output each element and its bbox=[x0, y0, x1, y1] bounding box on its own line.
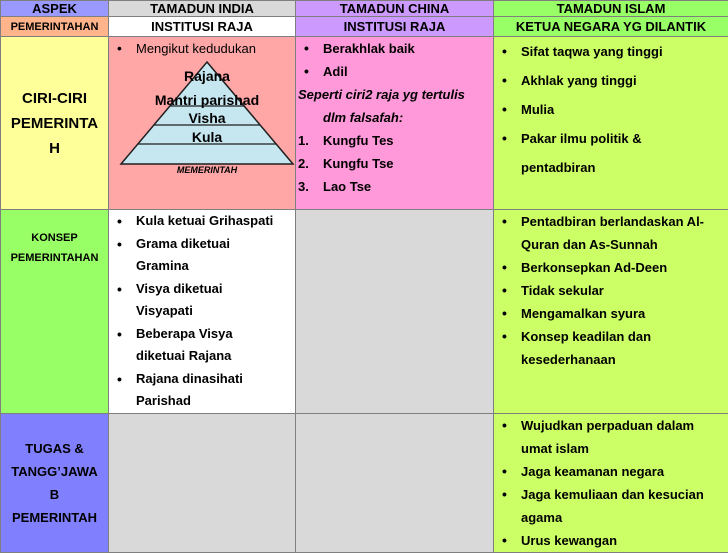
aspect-line: PEMERINTAH bbox=[1, 506, 108, 529]
item-number: 2. bbox=[298, 152, 309, 175]
list-item: • Akhlak yang tinggi bbox=[494, 66, 728, 95]
list-item: • Jaga keamanan negara bbox=[494, 460, 728, 483]
pyramid-level-rajana: Rajana bbox=[117, 68, 296, 84]
list-item: • Mengikut kedudukan bbox=[109, 37, 295, 60]
islam-konsep-cell bbox=[494, 210, 728, 414]
list-item-continuation: Visyapati bbox=[109, 300, 295, 323]
list-item-continuation: agama bbox=[494, 506, 728, 529]
list-item-continuation: diketuai Rajana bbox=[109, 345, 295, 368]
list-item: • Berkonsepkan Ad-Deen bbox=[494, 256, 728, 279]
list-item-continuation: pentadbiran bbox=[494, 153, 728, 182]
subheader-india: INSTITUSI RAJA bbox=[109, 17, 296, 37]
header-row bbox=[1, 1, 728, 17]
header-india: TAMADUN INDIA bbox=[109, 1, 296, 17]
pyramid-caption: MEMERINTAH bbox=[117, 165, 296, 175]
numbered-item bbox=[296, 175, 493, 198]
aspect-line: PEMERINTA bbox=[1, 111, 108, 136]
islam-ciri-cell bbox=[494, 37, 728, 210]
subheader-row bbox=[1, 17, 728, 37]
row-konsep bbox=[1, 210, 728, 414]
list-item: • Sifat taqwa yang tinggi bbox=[494, 37, 728, 66]
subheader-islam: KETUA NEGARA YG DILANTIK bbox=[494, 17, 728, 37]
list-item-continuation: Gramina bbox=[109, 255, 295, 278]
china-italic-line: dlm falsafah: bbox=[296, 106, 493, 129]
aspect-line: PEMERINTAHAN bbox=[1, 248, 108, 268]
list-item-continuation: Quran dan As-Sunnah bbox=[494, 233, 728, 256]
list-item: • Adil bbox=[296, 60, 493, 83]
list-item: • Tidak sekular bbox=[494, 279, 728, 302]
aspect-tugas bbox=[1, 413, 109, 552]
islam-tugas-cell bbox=[494, 413, 728, 552]
china-ciri-cell bbox=[296, 37, 494, 210]
aspect-line: KONSEP bbox=[1, 228, 108, 248]
aspect-konsep bbox=[1, 210, 109, 414]
list-item: • Urus kewangan bbox=[494, 529, 728, 552]
numbered-item bbox=[296, 129, 493, 152]
list-item: • Wujudkan perpaduan dalam bbox=[494, 414, 728, 437]
aspect-line: CIRI-CIRI bbox=[1, 86, 108, 111]
list-item: • Pentadbiran berlandaskan Al- bbox=[494, 210, 728, 233]
china-italic-line: Seperti ciri2 raja yg tertulis bbox=[296, 83, 493, 106]
subheader-aspek: PEMERINTAHAN bbox=[1, 17, 109, 37]
list-item: • Mengamalkan syura bbox=[494, 302, 728, 325]
aspect-line: B bbox=[1, 483, 108, 506]
aspect-line: TUGAS & bbox=[1, 437, 108, 460]
header-islam: TAMADUN ISLAM bbox=[494, 1, 728, 17]
header-aspek: ASPEK bbox=[1, 1, 109, 17]
item-number: 1. bbox=[298, 129, 309, 152]
item-text: Kungfu Tes bbox=[323, 133, 394, 148]
aspect-line: H bbox=[1, 136, 108, 161]
aspect-line: TANGG’JAWA bbox=[1, 460, 108, 483]
item-number: 3. bbox=[298, 175, 309, 198]
list-item: • Mulia bbox=[494, 95, 728, 124]
india-ciri-cell bbox=[109, 37, 296, 210]
list-item-continuation: Parishad bbox=[109, 390, 295, 413]
row-ciri-ciri bbox=[1, 37, 728, 210]
list-item: • Rajana dinasihati bbox=[109, 368, 295, 391]
item-text: Lao Tse bbox=[323, 179, 371, 194]
pyramid-level-visha: Visha bbox=[117, 110, 296, 126]
list-item: • Berakhlak baik bbox=[296, 37, 493, 60]
list-item: • Beberapa Visya bbox=[109, 323, 295, 346]
list-item: • Konsep keadilan dan bbox=[494, 325, 728, 348]
list-item-continuation: umat islam bbox=[494, 437, 728, 460]
list-item: • Visya diketuai bbox=[109, 278, 295, 301]
list-item: • Pakar ilmu politik & bbox=[494, 124, 728, 153]
aspect-ciri-ciri bbox=[1, 37, 109, 210]
item-text: Kungfu Tse bbox=[323, 156, 394, 171]
pyramid-level-kula: Kula bbox=[117, 129, 296, 145]
list-item: • Grama diketuai bbox=[109, 233, 295, 256]
header-china: TAMADUN CHINA bbox=[296, 1, 494, 17]
china-konsep-cell-empty bbox=[296, 210, 494, 414]
india-tugas-cell-empty bbox=[109, 413, 296, 552]
subheader-china: INSTITUSI RAJA bbox=[296, 17, 494, 37]
numbered-item bbox=[296, 152, 493, 175]
row-tugas bbox=[1, 413, 728, 552]
india-konsep-cell bbox=[109, 210, 296, 414]
china-tugas-cell-empty bbox=[296, 413, 494, 552]
list-item: • Jaga kemuliaan dan kesucian bbox=[494, 483, 728, 506]
pyramid-diagram bbox=[117, 60, 296, 178]
list-item-continuation: kesederhanaan bbox=[494, 348, 728, 371]
list-item: • Kula ketuai Grihaspati bbox=[109, 210, 295, 233]
pyramid-level-mantri: Mantri parishad bbox=[117, 92, 296, 108]
